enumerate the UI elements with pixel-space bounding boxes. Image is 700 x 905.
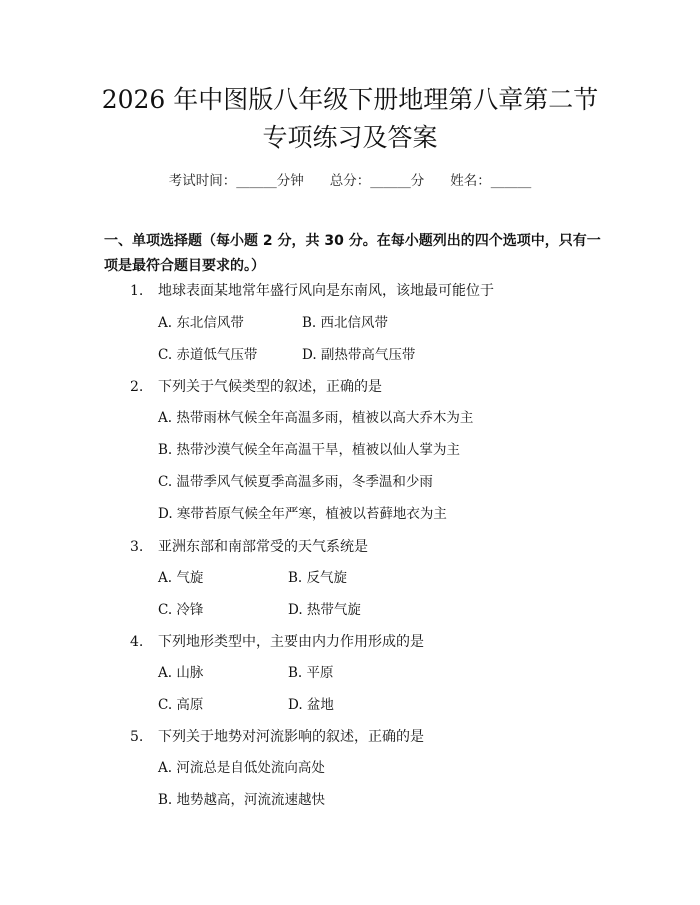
question-2-option-b: B. 热带沙漠气候全年高温干旱，植被以仙人掌为主: [158, 442, 461, 458]
question-5-option-a: A. 河流总是自低处流向高处: [158, 760, 325, 776]
student-name-field: 姓名：______: [450, 173, 532, 189]
question-2-option-a: A. 热带雨林气候全年高温多雨，植被以高大乔木为主: [158, 410, 474, 426]
section-heading: 一、单项选择题（每小题 2 分，共 30 分。在每小题列出的四个选项中，只有一项是最符合题目要求的。）: [104, 233, 601, 274]
question-3-option-a: A. 气旋: [158, 570, 204, 586]
question-4-option-b: B. 平原: [288, 665, 334, 681]
question-number: 2.: [130, 379, 144, 395]
question-text: 下列地形类型中，主要由内力作用形成的是: [158, 634, 424, 650]
exam-time-field: 考试时间：______分钟: [168, 173, 304, 189]
question-3-option-b: B. 反气旋: [288, 570, 348, 586]
question-1-option-c: C. 赤道低气压带: [158, 347, 258, 363]
question-4-option-c: C. 高原: [158, 697, 204, 713]
question-number: 4.: [130, 634, 144, 650]
question-4: [130, 635, 424, 649]
question-4-option-d: D. 盆地: [288, 697, 334, 713]
question-text: 亚洲东部和南部常受的天气系统是: [158, 539, 368, 555]
question-2-option-d: D. 寒带苔原气候全年严寒，植被以苔藓地衣为主: [158, 506, 447, 522]
question-text: 下列关于地势对河流影响的叙述，正确的是: [158, 729, 424, 745]
question-1-option-a: A. 东北信风带: [158, 315, 244, 331]
question-3-option-c: C. 冷锋: [158, 602, 204, 618]
question-text: 下列关于气候类型的叙述，正确的是: [158, 379, 382, 395]
question-2: [130, 380, 382, 394]
question-3: [130, 540, 368, 554]
total-score-field: 总分：______分: [329, 173, 425, 189]
question-2-option-c: C. 温带季风气候夏季高温多雨，冬季温和少雨: [158, 474, 433, 490]
document-title-line1: 2026 年中图版八年级下册地理第八章第二节: [101, 85, 599, 114]
question-number: 5.: [130, 729, 144, 745]
question-5: [130, 730, 424, 744]
question-1-option-b: B. 西北信风带: [302, 315, 389, 331]
question-4-option-a: A. 山脉: [158, 665, 204, 681]
question-text: 地球表面某地常年盛行风向是东南风，该地最可能位于: [158, 283, 494, 299]
question-number: 1.: [130, 283, 144, 299]
question-5-option-b: B. 地势越高，河流流速越快: [158, 792, 326, 808]
question-number: 3.: [130, 539, 144, 555]
exam-info: [0, 169, 700, 189]
question-1: [130, 284, 494, 298]
question-3-option-d: D. 热带气旋: [288, 602, 361, 618]
document-title-line2: 专项练习及答案: [262, 123, 438, 152]
question-1-option-d: D. 副热带高气压带: [302, 347, 416, 363]
